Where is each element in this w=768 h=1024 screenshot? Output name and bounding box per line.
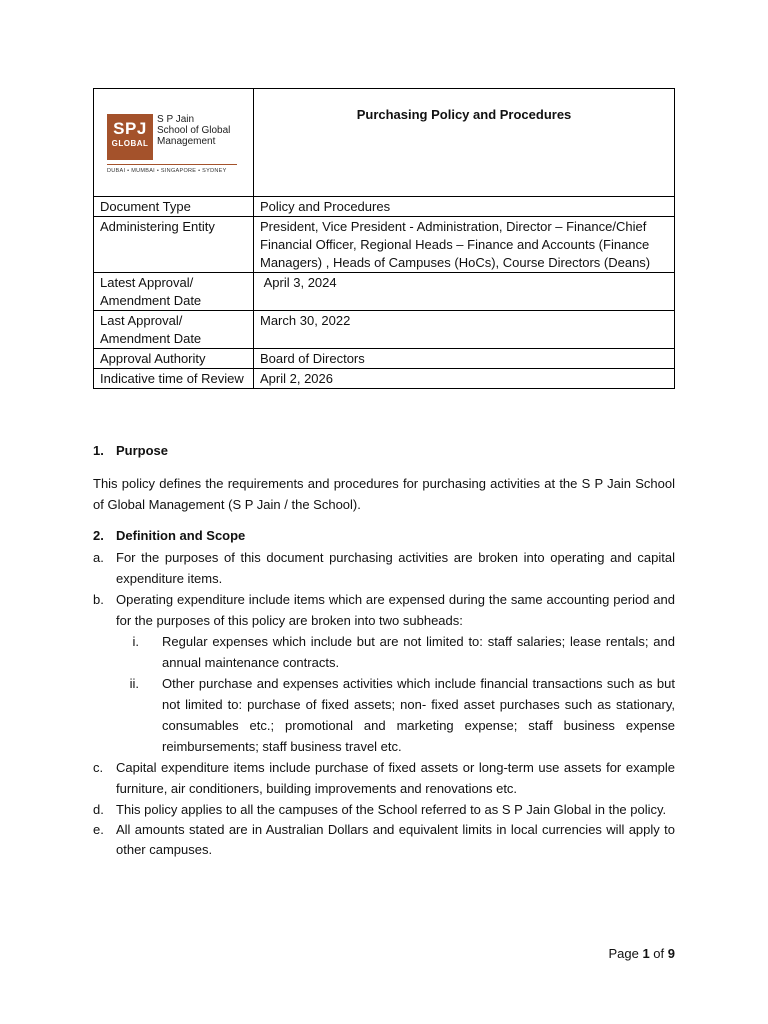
section-definition-scope — [93, 527, 675, 545]
total-pages: 9 — [667, 946, 675, 961]
meta-label: Indicative time of Review — [94, 369, 254, 389]
list-item — [93, 757, 675, 799]
section-title: Definition and Scope — [116, 528, 246, 543]
meta-value: April 2, 2026 — [254, 369, 675, 389]
meta-row-latest-approval — [94, 273, 675, 311]
section-heading — [93, 527, 675, 545]
logo-mark-main: SPJ — [113, 119, 147, 138]
meta-label: Latest Approval/ Amendment Date — [94, 273, 254, 311]
meta-row-approval-authority — [94, 349, 675, 369]
meta-value: April 3, 2024 — [254, 273, 675, 311]
meta-value: President, Vice President - Administration, Director – Finance/Chief Financial Officer, Regional Heads – Finance and Accounts (Finance Managers) , Heads of Campuses (HoCs), Course Directors (Deans) — [254, 217, 675, 273]
meta-row-last-approval — [94, 311, 675, 349]
list-item-text: Operating expenditure include items which are expensed during the same accounting period and for the purposes of this policy are broken into two subheads: — [116, 592, 675, 628]
list-item-label: b. — [93, 592, 104, 607]
meta-value: March 30, 2022 — [254, 311, 675, 349]
list-item-label: d. — [93, 802, 104, 817]
logo-name-line: S P Jain — [157, 114, 195, 125]
list-item-text: This policy applies to all the campuses of the School referred to as S P Jain Global in the policy. — [116, 802, 667, 817]
sub-list-item-text: Other purchase and expenses activities which include financial transactions such as but not limited to: purchase of fixed assets; non- fixed asset purchases such as stationary, consumables etc.; promotional and marketing expense; staff business expense reimbursements; staff business travel etc. — [162, 676, 675, 754]
section-number: 1. — [93, 443, 104, 458]
section-heading — [93, 442, 675, 460]
logo-cell — [94, 89, 254, 197]
list-item-text: Capital expenditure items include purchase of fixed assets or long-term use assets for example furniture, air conditioners, building improvements and renovations etc. — [116, 760, 675, 796]
page-of: of — [653, 946, 665, 961]
list-item — [93, 799, 675, 820]
meta-label: Administering Entity — [94, 217, 254, 273]
purpose-paragraph: This policy defines the requirements and procedures for purchasing activities at the S P Jain School of Global Management (S P Jain / the School). — [93, 476, 675, 512]
sub-list-item-text: Regular expenses which include but are not limited to: staff salaries; lease rentals; and annual maintenance contracts. — [162, 634, 675, 670]
header-row — [94, 89, 675, 197]
list-item-label: c. — [93, 760, 104, 775]
current-page: 1 — [642, 946, 650, 961]
meta-label: Last Approval/ Amendment Date — [94, 311, 254, 349]
list-item-text: For the purposes of this document purchasing activities are broken into operating and capital expenditure items. — [116, 550, 675, 586]
list-item — [93, 589, 675, 631]
meta-row-document-type — [94, 197, 675, 217]
logo-cities: DUBAI • MUMBAI • SINGAPORE • SYDNEY — [107, 168, 227, 174]
list-item-label: a. — [93, 550, 104, 565]
sub-list-item — [93, 673, 675, 757]
list-item — [93, 820, 675, 860]
meta-label: Approval Authority — [94, 349, 254, 369]
meta-row-administering-entity — [94, 217, 675, 273]
title-cell — [254, 89, 675, 197]
section-title: Purpose — [116, 443, 169, 458]
meta-value: Policy and Procedures — [254, 197, 675, 217]
sub-list-item-label: i. — [132, 634, 139, 649]
scope-list — [93, 547, 675, 860]
document-title: Purchasing Policy and Procedures — [356, 107, 572, 122]
policy-metadata-table — [93, 88, 675, 389]
list-item-label: e. — [93, 822, 104, 837]
school-logo — [100, 90, 247, 196]
page-footer — [608, 945, 675, 963]
sub-list-item-label: ii. — [129, 676, 139, 691]
logo-mark-sub: GLOBAL — [111, 139, 149, 148]
logo-divider — [107, 164, 237, 165]
logo-name-line: Management — [157, 136, 216, 147]
logo-name — [157, 114, 230, 147]
sub-list-item — [93, 631, 675, 673]
list-item-text: All amounts stated are in Australian Dollars and equivalent limits in local currencies will apply to other campuses. — [116, 822, 675, 857]
section-purpose — [93, 442, 675, 460]
section-number: 2. — [93, 528, 104, 543]
meta-row-review-time — [94, 369, 675, 389]
page-label: Page — [608, 946, 639, 961]
list-item — [93, 547, 675, 589]
purpose-body — [93, 473, 675, 515]
logo-mark — [107, 114, 153, 160]
meta-value: Board of Directors — [254, 349, 675, 369]
logo-name-line: School of Global — [157, 125, 231, 136]
meta-label: Document Type — [94, 197, 254, 217]
